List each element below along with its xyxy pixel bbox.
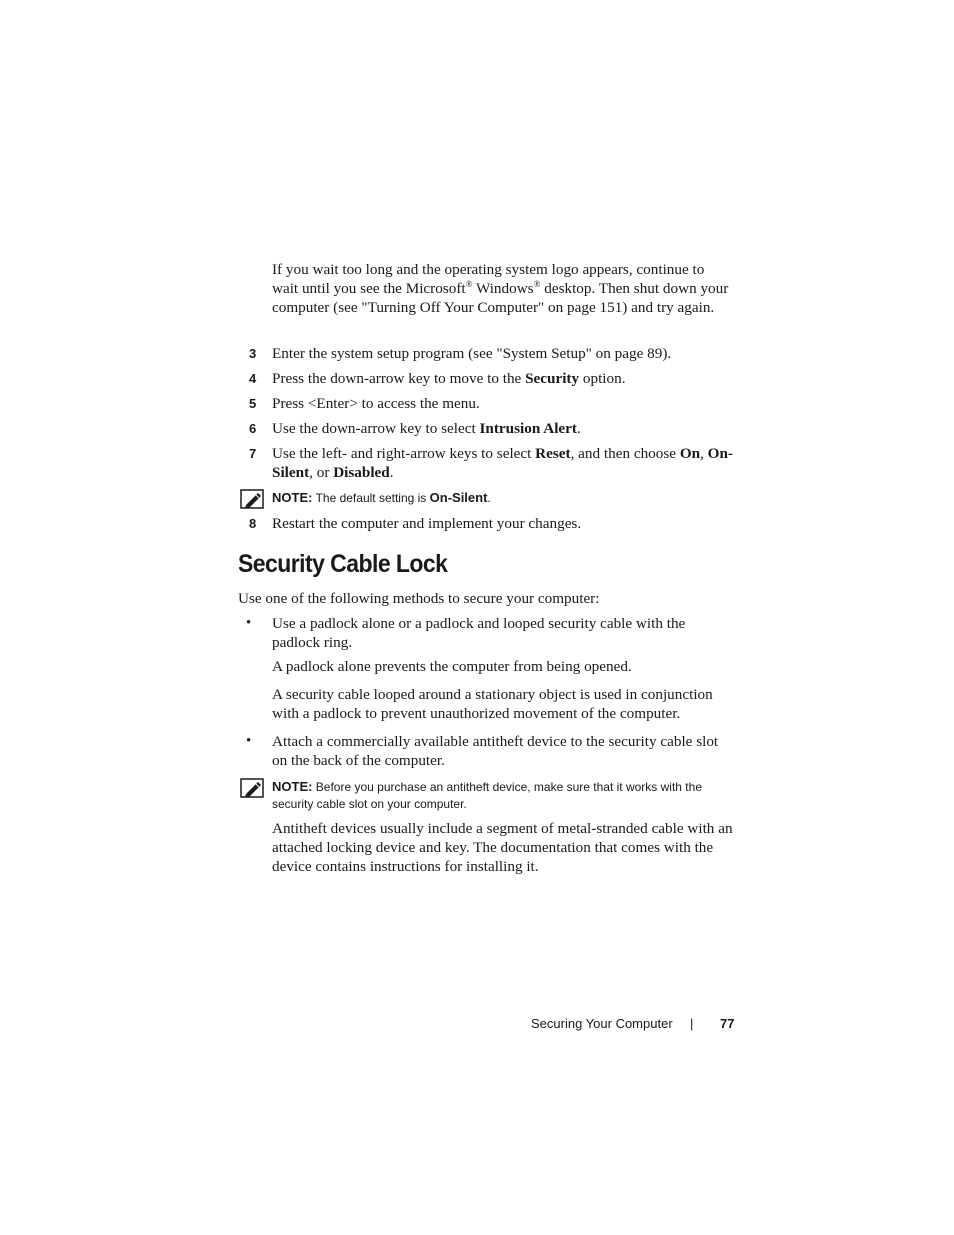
step-text: Restart the computer and implement your changes. — [272, 515, 582, 532]
closing-paragraph: Antitheft devices usually include a segment of metal-stranded cable with an attached locking device and key. The documentation that comes with the device contains instructions for installing it. — [272, 820, 733, 875]
step-text: Enter the system setup program (see "System Setup" on page 89). — [272, 345, 672, 362]
step-text-part: , — [700, 445, 708, 462]
step-text-part: Use the left- and right-arrow keys to select — [272, 445, 536, 462]
step-text — [272, 419, 734, 438]
step-text-part: , or — [309, 464, 334, 481]
intro-text-3: desktop. Then shut down your computer (see "Turning Off Your Computer" on page 151) and try again. — [272, 280, 729, 316]
step-text: Press <Enter> to access the menu. — [272, 395, 480, 412]
page-number: 77 — [720, 1016, 735, 1031]
option-reset: Reset — [535, 445, 571, 462]
intro-text-1: If you wait too long and the operating system logo appears, continue to wait until you see the Microsoft — [272, 261, 705, 297]
bullet-text: Use a padlock alone or a padlock and looped security cable with the padlock ring. — [272, 615, 686, 651]
step-text — [272, 444, 734, 482]
option-disabled: Disabled — [333, 464, 390, 481]
step-text-part: , and then choose — [570, 445, 680, 462]
option-on: On — [679, 445, 701, 462]
option-on-silent: On-Silent — [272, 445, 733, 481]
intro-text-2: Windows — [472, 280, 534, 297]
note-on-silent: On-Silent — [429, 490, 488, 505]
menu-option-security: Security — [525, 370, 580, 387]
note-default-setting — [272, 489, 734, 507]
footer-section-title: Securing Your Computer — [531, 1016, 673, 1031]
intro-paragraph — [272, 260, 734, 317]
step-text-part: Press the down-arrow key to move to the — [272, 370, 526, 387]
step-number: 3 — [249, 346, 257, 361]
note-pencil-icon — [240, 778, 264, 798]
registered-mark: ® — [465, 278, 473, 289]
step-text-part: . — [576, 420, 581, 437]
note-antitheft — [272, 778, 734, 813]
bullet-subparagraph: A padlock alone prevents the computer from being opened. — [272, 658, 632, 675]
step-number: 6 — [249, 421, 257, 436]
note-text: Before you purchase an antitheft device, make sure that it works with the security cable slot on your computer. — [272, 780, 702, 811]
bullet-marker: • — [246, 733, 252, 749]
bullet-text: Attach a commercially available antitheft device to the security cable slot on the back of the computer. — [272, 733, 719, 769]
menu-option-intrusion-alert: Intrusion Alert — [479, 420, 577, 437]
note-pencil-icon — [240, 489, 264, 509]
section-intro: Use one of the following methods to secure your computer: — [238, 590, 600, 607]
footer-separator: | — [690, 1016, 694, 1031]
bullet-subparagraph: A security cable looped around a stationary object is used in conjunction with a padlock to prevent unauthorized movement of the computer. — [272, 686, 713, 722]
step-text-part: option. — [579, 370, 626, 387]
registered-mark: ® — [533, 278, 541, 289]
note-text: . — [487, 491, 491, 505]
bullet-marker: • — [246, 615, 252, 631]
step-number: 4 — [249, 371, 257, 386]
step-number: 5 — [249, 396, 257, 411]
note-label: NOTE: — [272, 779, 313, 794]
step-number: 8 — [249, 516, 257, 531]
section-heading: Security Cable Lock — [238, 550, 448, 578]
step-text — [272, 369, 734, 388]
step-text-part: Use the down-arrow key to select — [272, 420, 480, 437]
step-number: 7 — [249, 446, 257, 461]
step-text-part: . — [389, 464, 394, 481]
note-text: The default setting is — [312, 491, 430, 505]
note-label: NOTE: — [272, 490, 313, 505]
